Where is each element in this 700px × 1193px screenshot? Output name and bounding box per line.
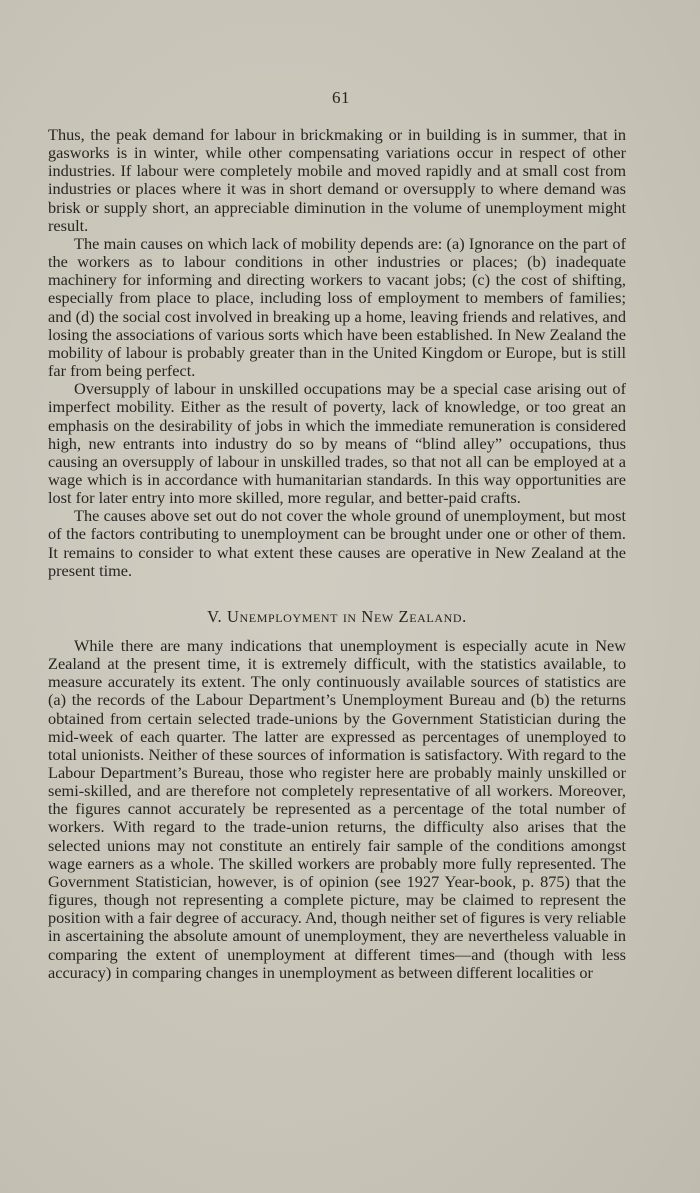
paragraph-causes-summary: The causes above set out do not cover the whole ground of unemployment, but most of the factors contributing to unemployment can be brought under one or other of them. It remains to consider to what extent these causes are operative in New Zealand at the present time.	[48, 506, 626, 580]
paragraph-oversupply: Oversupply of labour in unskilled occupations may be a special case arising out of imperfect mobility. Either as the result of poverty, lack of knowledge, or too great an emphasis on the desirability of jobs in which the immediate remuneration is considered high, new entrants into industry do so by means of “blind alley” occupations, thus causing an oversupply of labour in unskilled trades, so that not all can be employed at a wage which is in accordance with humanitarian standards. In this way opportunities are lost for later entry into more skilled, more regular, and better-paid crafts.	[48, 379, 626, 508]
section-numeral: V.	[207, 606, 223, 626]
page-number: 61	[332, 88, 350, 107]
section-title: Unemployment in New Zealand.	[227, 606, 467, 626]
paragraph-unemployment-nz: While there are many indications that unemployment is especially acute in New Zealand at the present time, it is extremely difficult, with the statistics available, to measure accurately its extent. The only continuously available sources of statistics are (a) the records of the Labour Department’s Unemployment Bureau and (b) the returns obtained from certain selected trade-unions by the Government Statistician during the mid-week of each quarter. The latter are expressed as percentages of unemployed to total unionists. Neither of these sources of information is satisfactory. With regard to the Labour Department’s Bureau, those who register here are probably mainly unskilled or semi-skilled, and are therefore not completely representative of all workers. Moreover, the figures cannot accurately be represented as a percentage of the total number of workers. With regard to the trade-union returns, the difficulty also arises that the selected unions may not constitute an entirely fair sample of the conditions amongst wage earners as a whole. The skilled workers are probably more fully represented. The Government Statistician, however, is of opinion (see 1927 Year-book, p. 875) that the figures, though not representing a complete picture, may be claimed to represent the position with a fair degree of accuracy. And, though neither set of figures is very reliable in ascertaining the absolute amount of unemployment, they are nevertheless valuable in comparing the extent of unemployment at different times—and (though with less accuracy) in comparing changes in unemployment as between different localities or	[48, 635, 626, 982]
section-heading	[48, 607, 626, 627]
book-page	[48, 88, 626, 982]
paragraph-mobility-causes: The main causes on which lack of mobility depends are: (a) Ignorance on the part of the workers as to labour conditions in other industries or places; (b) inadequate machinery for informing and directing workers to vacant jobs; (c) the cost of shifting, especially from place to place, including loss of employment to members of families; and (d) the social cost involved in breaking up a home, leaving friends and relatives, and losing the associations of various sorts which have been established. In New Zealand the mobility of labour is probably greater than in the United Kingdom or Europe, but is still far from being perfect.	[48, 233, 626, 381]
paragraph-continued: Thus, the peak demand for labour in brickmaking or in building is in summer, that in gasworks is in winter, while other compensating variations occur in respect of other industries. If labour were completely mobile and moved rapidly and at small cost from industries or places where it was in short demand or oversupply to where demand was brisk or supply short, an appreciable diminution in the volume of unemployment might result.	[48, 125, 626, 235]
